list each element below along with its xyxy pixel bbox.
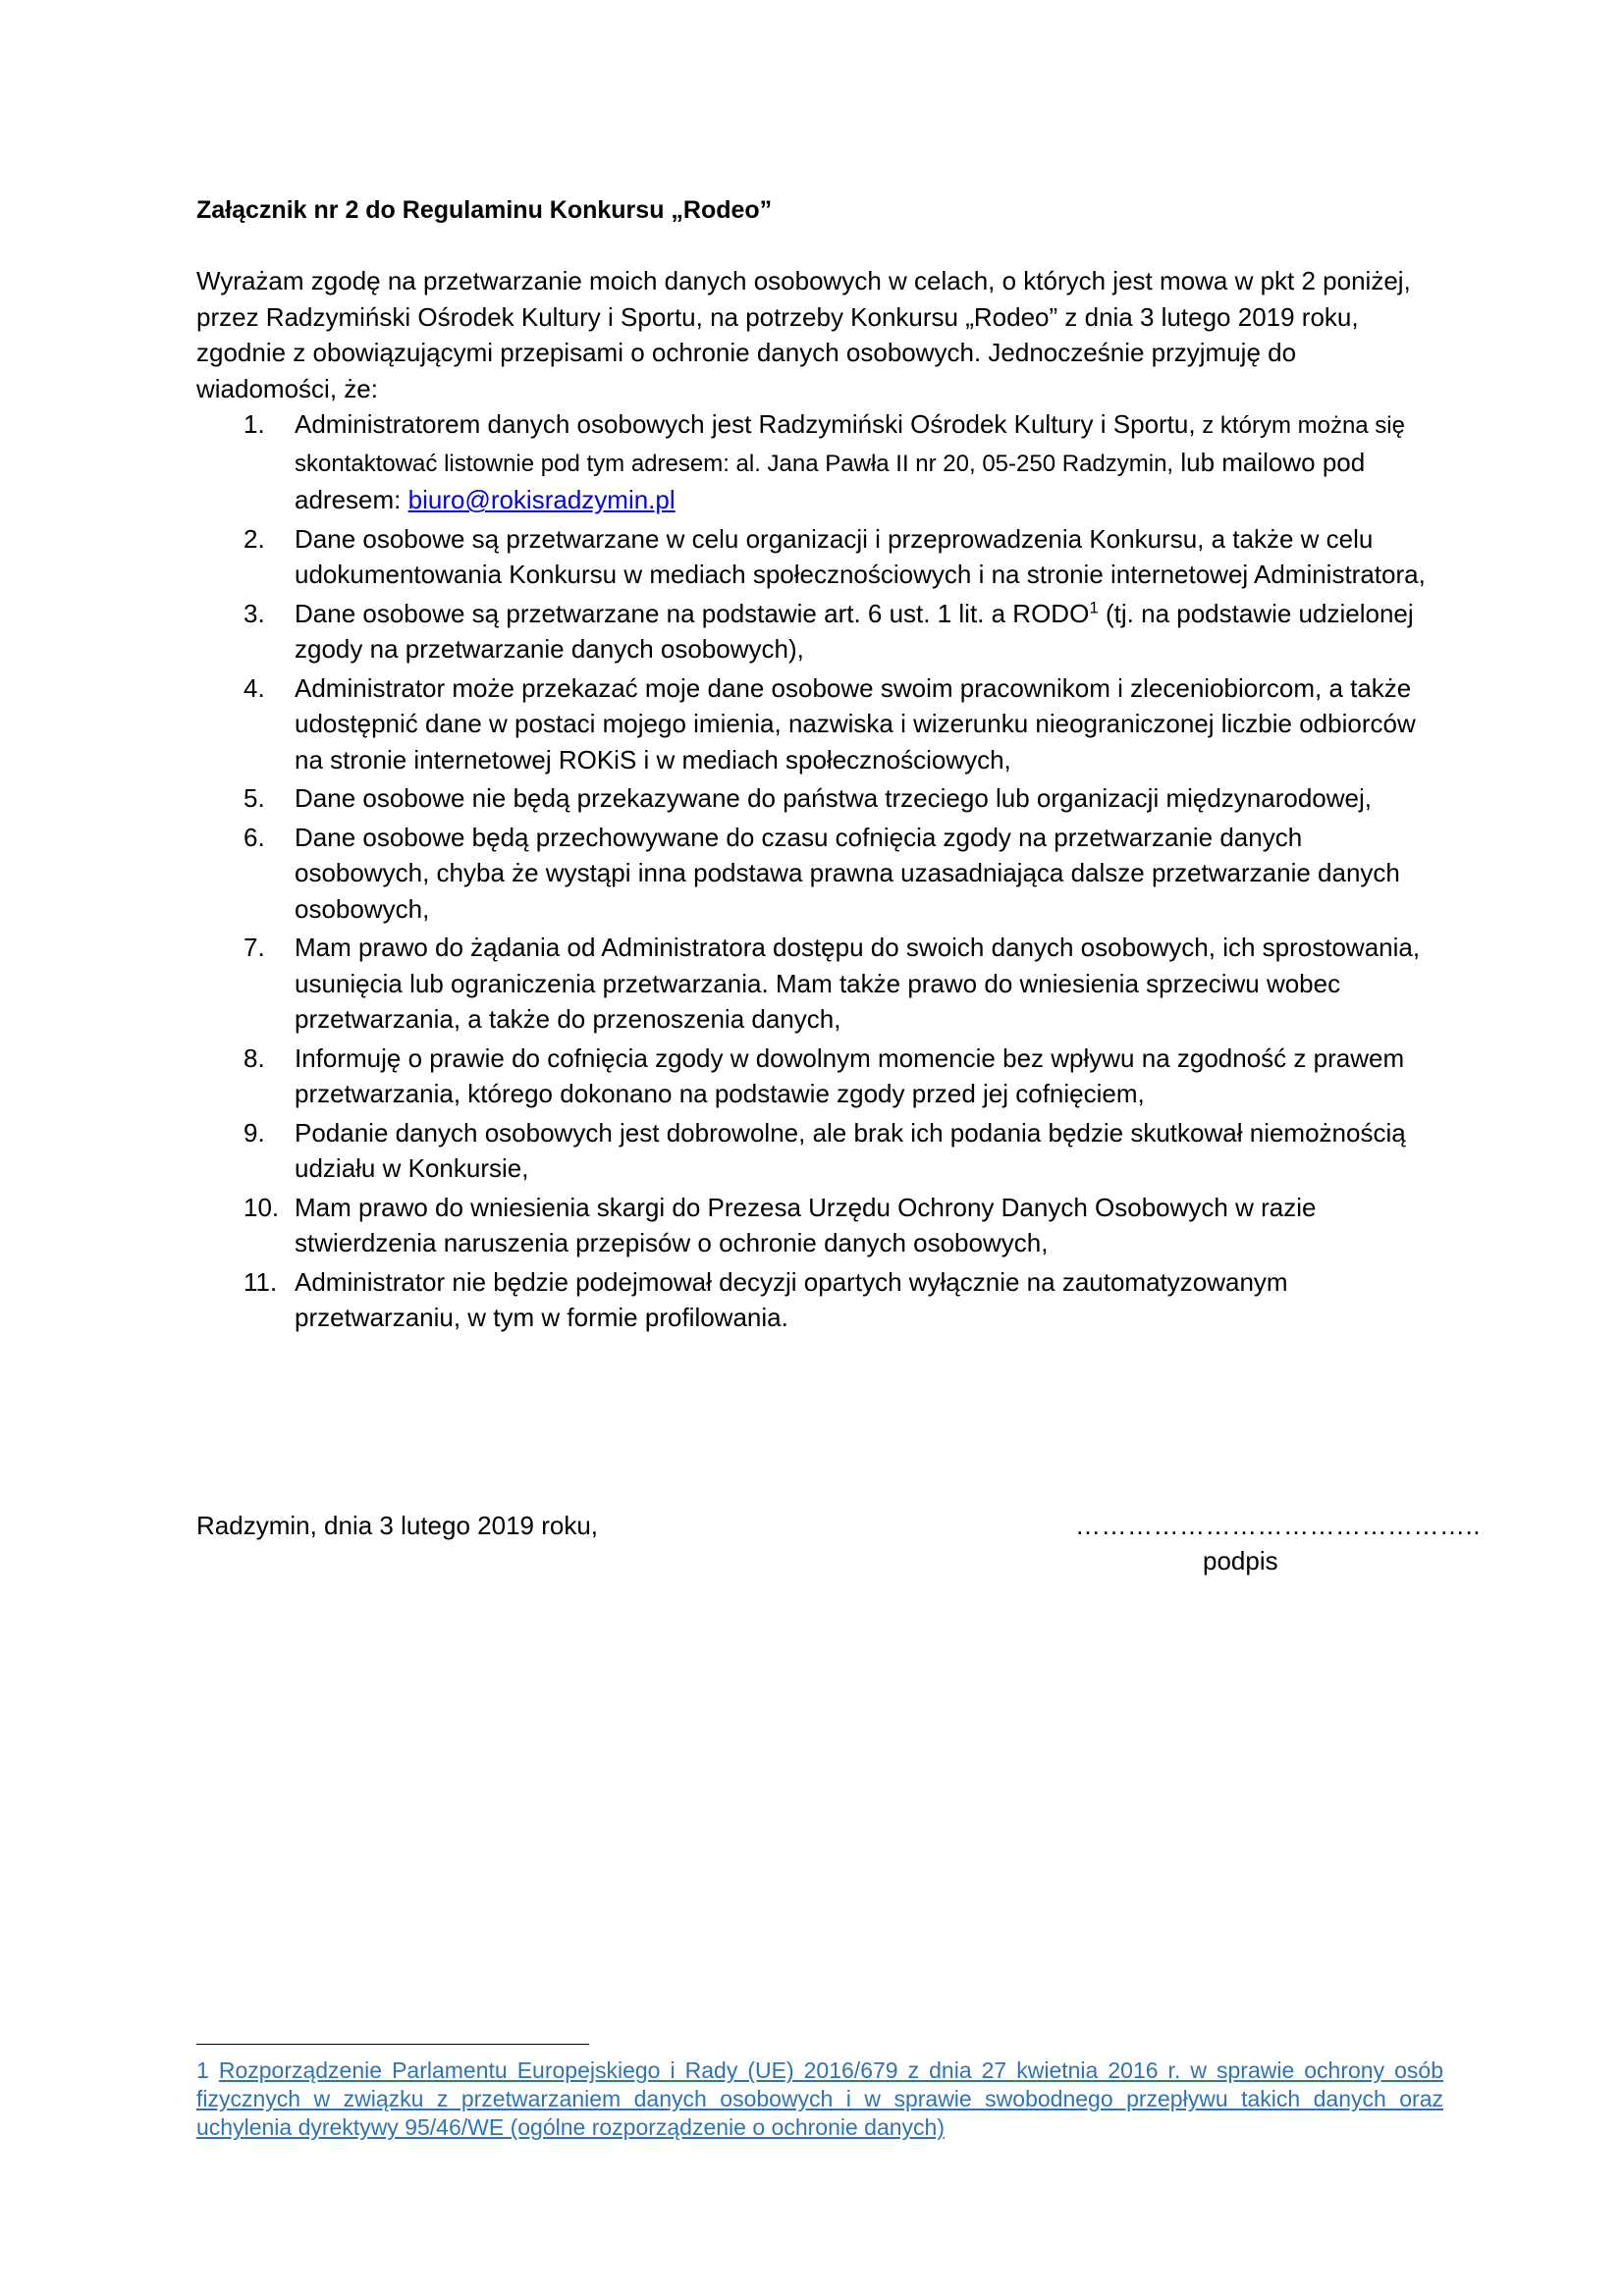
clause-item-6 [196,820,1443,928]
clause-number: 3. [243,598,265,628]
consent-intro: Wyrażam zgodę na przetwarzanie moich danych osobowych w celach, o których jest mowa w pkt 2 poniżej, przez Radzymiński Ośrodek Kultury i Sportu, na potrzeby Konkursu „Rodeo” z dnia 3 lutego 2019 roku, zgodnie z obowiązującymi przepisami o ochronie danych osobowych. Jednocześnie przyjmuję do wiadomości, że: [196,266,1411,403]
clause-item-3 [196,596,1443,667]
footnote-number: 1 [196,2057,209,2083]
clause-item-8 [196,1041,1443,1112]
clause-item-11 [196,1264,1443,1336]
clause-item-2 [196,521,1443,593]
clause-item-4 [196,670,1443,778]
clause-number: 2. [243,523,265,554]
email-link[interactable]: biuro@rokisradzymin.pl [407,485,676,514]
clause-text: Administrator nie będzie podejmował decyzji opartych wyłącznie na zautomatyzowanym przetwarzaniu, w tym w formie profilowania. [295,1266,1288,1332]
document-title: Załącznik nr 2 do Regulaminu Konkursu „Rodeo” [196,196,773,224]
clause-text: Dane osobowe są przetwarzane na podstawie art. 6 ust. 1 lit. a RODO [295,598,1090,628]
clause-number: 9. [243,1117,265,1148]
clause-number: 10. [243,1192,280,1222]
clause-text: Mam prawo do wniesienia skargi do Prezesa Urzędu Ochrony Danych Osobowych w razie stwierdzenia naruszenia przepisów o ochronie danych osobowych, [295,1192,1317,1257]
clause-number: 8. [243,1042,265,1073]
footnote-reference[interactable]: 1 [1089,597,1099,616]
clause-text: Dane osobowe są przetwarzane w celu organizacji i przeprowadzenia Konkursu, a także w celu udokumentowania Konkursu w mediach społecznościowych i na stronie internetowej Administratora, [295,523,1426,589]
clause-item-5 [196,780,1443,817]
clause-text-contact: z którym można się skontaktować listownie pod tym adresem: al. Jana Pawła II nr 20, 05-250 Radzymin, [295,412,1405,477]
clause-list [196,406,1443,1336]
consent-body [196,263,1443,1336]
clause-text: Podanie danych osobowych jest dobrowolne, ale brak ich podania będzie skutkował niemożnością udziału w Konkursie, [295,1117,1406,1183]
document-page [196,192,1443,1339]
signature-block [196,1508,1481,1586]
clause-number: 7. [243,933,265,962]
clause-text: Dane osobowe będą przechowywane do czasu cofnięcia zgody na przetwarzanie danych osobowych, chyba że wystąpi inna podstawa prawna uzasadniająca dalsze przetwarzanie danych osobowych, [295,822,1400,924]
clause-item-1 [196,406,1443,518]
clause-item-10 [196,1190,1443,1261]
footnote [196,2056,1443,2142]
signature-line: ……………………………………….. [1075,1511,1481,1540]
clause-text-continued: (tj. na podstawie udzielonej zgody na przetwarzanie danych osobowych), [295,598,1414,664]
clause-number: 1. [243,409,265,439]
clause-text: Mam prawo do żądania od Administratora dostępu do swoich danych osobowych, ich sprostowania, usunięcia lub ograniczenia przetwarzania. Mam także prawo do wniesienia sprzeciwu wobec przetwarzania, a także do przenoszenia danych, [295,933,1421,1034]
clause-text-mail: lub mailowo pod adresem: [295,447,1366,514]
clause-text: Informuję o prawie do cofnięcia zgody w dowolnym momencie bez wpływu na zgodność z prawem przetwarzania, którego dokonano na podstawie zgody przed jej cofnięciem, [295,1042,1405,1108]
clause-number: 6. [243,822,265,852]
clause-item-7 [196,930,1443,1038]
clause-text: Administratorem danych osobowych jest Radzymiński Ośrodek Kultury i Sportu, [295,409,1196,439]
clause-number: 4. [243,672,265,703]
footnote-separator [196,2044,589,2045]
footnote-link[interactable]: Rozporządzenie Parlamentu Europejskiego i Rady (UE) 2016/679 z dnia 27 kwietnia 2016 r. w sprawie ochrony osób fizycznych w związku z przetwarzaniem danych osobowych i w sprawie swobodnego przepływu takich danych oraz uchylenia dyrektywy 95/46/WE (ogólne rozporządzenie o ochronie danych) [196,2057,1443,2140]
clause-text: Dane osobowe nie będą przekazywane do państwa trzeciego lub organizacji międzynarodowej, [295,783,1372,813]
clause-number: 11. [243,1266,278,1297]
signature-label: podpis [1203,1546,1278,1575]
clause-item-9 [196,1115,1443,1187]
clause-number: 5. [243,783,265,813]
clause-text: Administrator może przekazać moje dane osobowe swoim pracownikom i zleceniobiorcom, a także udostępnić dane w postaci mojego imienia, nazwiska i wizerunku nieograniczonej liczbie odbiorców na stronie internetowej ROKiS i w mediach społecznościowych, [295,672,1416,774]
place-and-date: Radzymin, dnia 3 lutego 2019 roku, [196,1511,599,1540]
